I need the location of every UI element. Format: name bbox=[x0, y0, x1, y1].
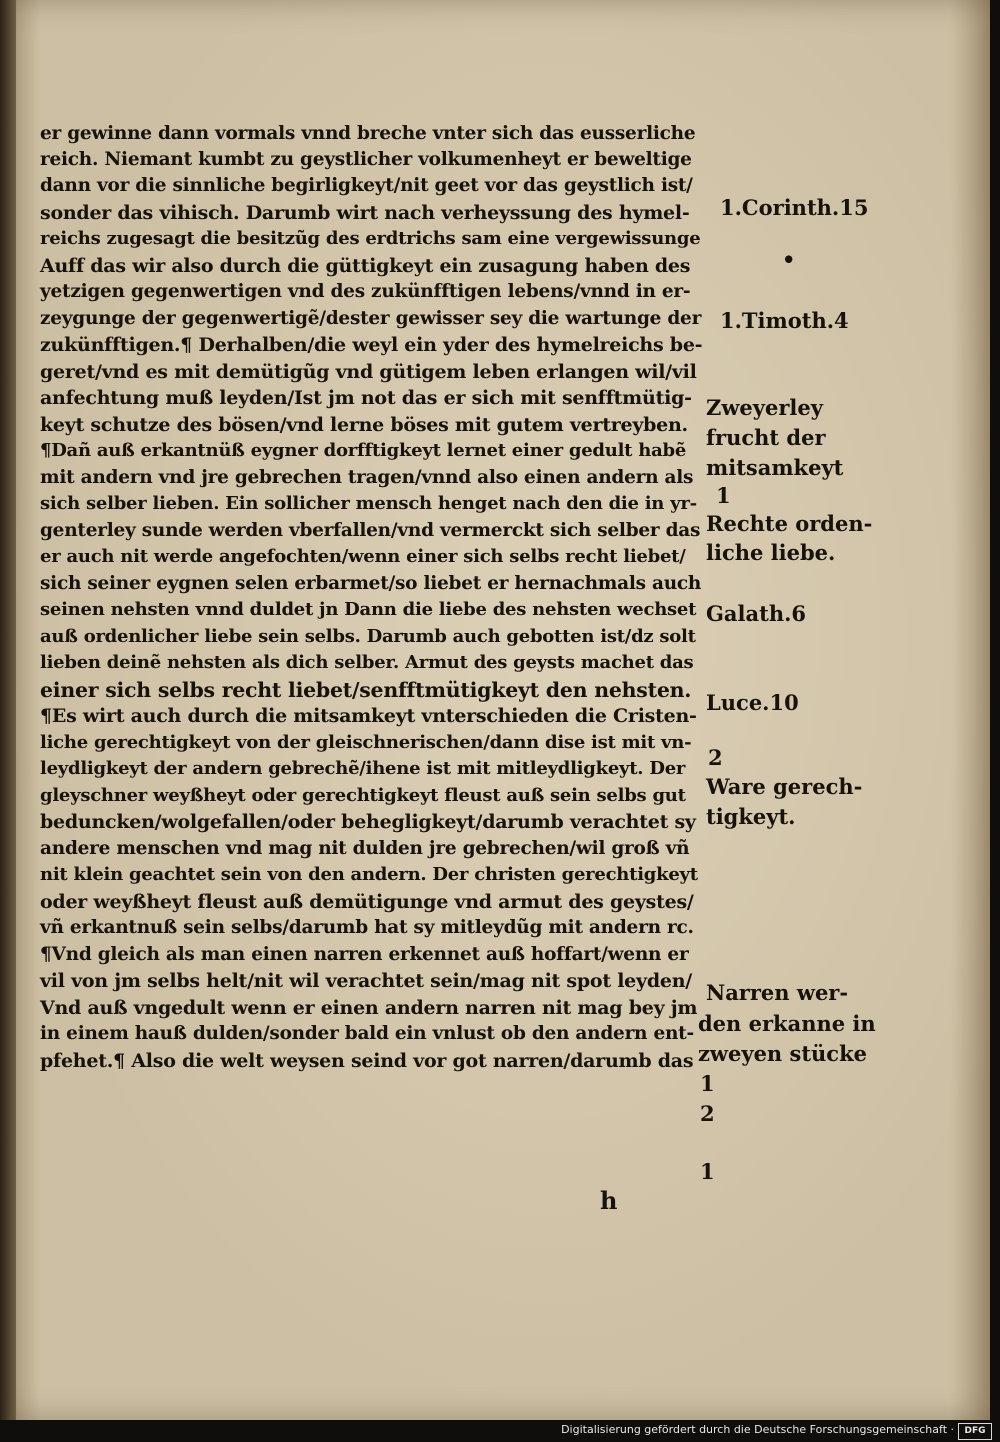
margin-note: Rechte orden- bbox=[706, 511, 873, 536]
margin-note: frucht der bbox=[706, 425, 826, 450]
margin-number: 2 bbox=[700, 1101, 715, 1126]
dfg-logo-icon: DFG bbox=[958, 1423, 992, 1440]
margin-reference: • bbox=[782, 247, 796, 272]
text-line: vil von jm selbs helt/nit wil verachtet sein/mag nit spot leyden/ bbox=[40, 970, 692, 992]
text-line: ¶Dañ auß erkantnüß eygner dorfftigkeyt lernet einer gedult habẽ bbox=[40, 440, 687, 461]
margin-reference: 1.Timoth.4 bbox=[720, 308, 849, 333]
margin-note: zweyen stücke bbox=[698, 1041, 867, 1066]
text-line: geret/vnd es mit demütigũg vnd gütigem leben erlangen wil/vil bbox=[40, 361, 697, 383]
text-line: einer sich selbs recht liebet/senfftmütigkeyt den nehsten. bbox=[40, 678, 692, 702]
text-line: liche gerechtigkeyt von der gleischnerischen/dann dise ist mit vn- bbox=[40, 732, 692, 753]
margin-number: 1 bbox=[716, 483, 731, 508]
text-line: anfechtung muß leyden/Ist jm not das er sich mit senfftmütig- bbox=[40, 387, 692, 409]
margin-note: Narren wer- bbox=[706, 980, 849, 1005]
text-line: er gewinne dann vormals vnnd breche vnter sich das eusserliche bbox=[40, 123, 696, 144]
text-line: lieben deinẽ nehsten als dich selber. Armut des geysts machet das bbox=[40, 652, 694, 673]
text-line: sich seiner eygnen selen erbarmet/so liebet er hernachmals auch bbox=[40, 573, 702, 594]
margin-reference: Luce.10 bbox=[706, 690, 799, 715]
page-gutter bbox=[0, 0, 16, 1420]
text-line: Vnd auß vngedult wenn er einen andern narren nit mag bey jm bbox=[40, 997, 698, 1019]
text-line: nit klein geachtet sein von den andern. Der christen gerechtigkeyt bbox=[40, 864, 698, 885]
margin-note: Ware gerech- bbox=[706, 774, 863, 799]
margin-note: den erkanne in bbox=[698, 1011, 876, 1036]
text-line: andere menschen vnd mag nit dulden jre gebrechen/wil groß vñ bbox=[40, 838, 690, 859]
text-line: dann vor die sinnliche begirligkeyt/nit geet vor das geystlich ist/ bbox=[40, 175, 693, 196]
margin-reference: Galath.6 bbox=[706, 601, 807, 626]
margin-number: 2 bbox=[708, 745, 723, 770]
text-line: seinen nehsten vnnd duldet jn Dann die liebe des nehsten wechset bbox=[40, 599, 697, 620]
text-line: sich selber lieben. Ein sollicher mensch henget nach den die in yr- bbox=[40, 493, 697, 514]
text-line: ¶Vnd gleich als man einen narren erkennet auß hoffart/wenn er bbox=[40, 944, 689, 965]
text-line: vñ erkantnuß sein selbs/darumb hat sy mitleydũg mit andern rc. bbox=[40, 917, 694, 938]
text-line: keyt schutze des bösen/vnd lerne böses mit gutem vertreyben. bbox=[40, 414, 688, 436]
text-line: yetzigen gegenwertigen vnd des zukünfftigen lebens/vnnd in er- bbox=[40, 281, 691, 302]
text-line: reich. Niemant kumbt zu geystlicher volkumenheyt er beweltige bbox=[40, 149, 692, 170]
text-line: pfehet.¶ Also die welt weysen seind vor got narren/darumb das bbox=[40, 1050, 694, 1072]
text-line: Auff das wir also durch die güttigkeyt ein zusagung haben des bbox=[40, 255, 691, 277]
text-line: oder weyßheyt fleust auß demütigunge vnd armut des geystes/ bbox=[40, 891, 694, 913]
text-line: zeygunge der gegenwertigẽ/dester gewisser sey die wartunge der bbox=[40, 308, 702, 329]
footer-bar bbox=[0, 1420, 1000, 1442]
margin-number: 1 bbox=[700, 1071, 715, 1096]
text-line: beduncken/wolgefallen/oder behegligkeyt/darumb verachtet sy bbox=[40, 811, 696, 833]
text-line: sonder das vihisch. Darumb wirt nach verheyssung des hymel- bbox=[40, 202, 690, 224]
text-line: er auch nit werde angefochten/wenn einer sich selbs recht liebet/ bbox=[40, 546, 686, 567]
text-line: ¶Es wirt auch durch die mitsamkeyt vnterschieden die Cristen- bbox=[40, 705, 697, 727]
text-line: mit andern vnd jre gebrechen tragen/vnnd also einen andern als bbox=[40, 467, 694, 488]
funding-credit: Digitalisierung gefördert durch die Deutsche Forschungsgemeinschaft · bbox=[561, 1423, 954, 1436]
margin-number: 1 bbox=[700, 1159, 715, 1184]
text-line: leydligkeyt der andern gebrechẽ/ihene ist mit mitleydligkeyt. Der bbox=[40, 758, 686, 779]
margin-note: Zweyerley bbox=[706, 395, 823, 420]
text-line: auß ordenlicher liebe sein selbs. Darumb auch gebotten ist/dz solt bbox=[40, 626, 696, 647]
text-line: reichs zugesagt die besitzũg des erdtrichs sam eine vergewissunge bbox=[40, 228, 701, 249]
text-line: in einem hauß dulden/sonder bald ein vnlust ob den andern ent- bbox=[40, 1023, 694, 1044]
margin-note: liche liebe. bbox=[706, 540, 836, 565]
margin-note: tigkeyt. bbox=[706, 804, 796, 829]
signature-mark: h bbox=[600, 1186, 618, 1215]
margin-reference: 1.Corinth.15 bbox=[720, 195, 869, 220]
text-line: zukünfftigen.¶ Derhalben/die weyl ein yder des hymelreichs be- bbox=[40, 334, 703, 356]
text-line: genterley sunde werden vberfallen/vnd vermerckt sich selber das bbox=[40, 520, 701, 541]
text-line: gleyschner weyßheyt oder gerechtigkeyt fleust auß sein selbs gut bbox=[40, 785, 686, 806]
margin-note: mitsamkeyt bbox=[706, 455, 844, 480]
